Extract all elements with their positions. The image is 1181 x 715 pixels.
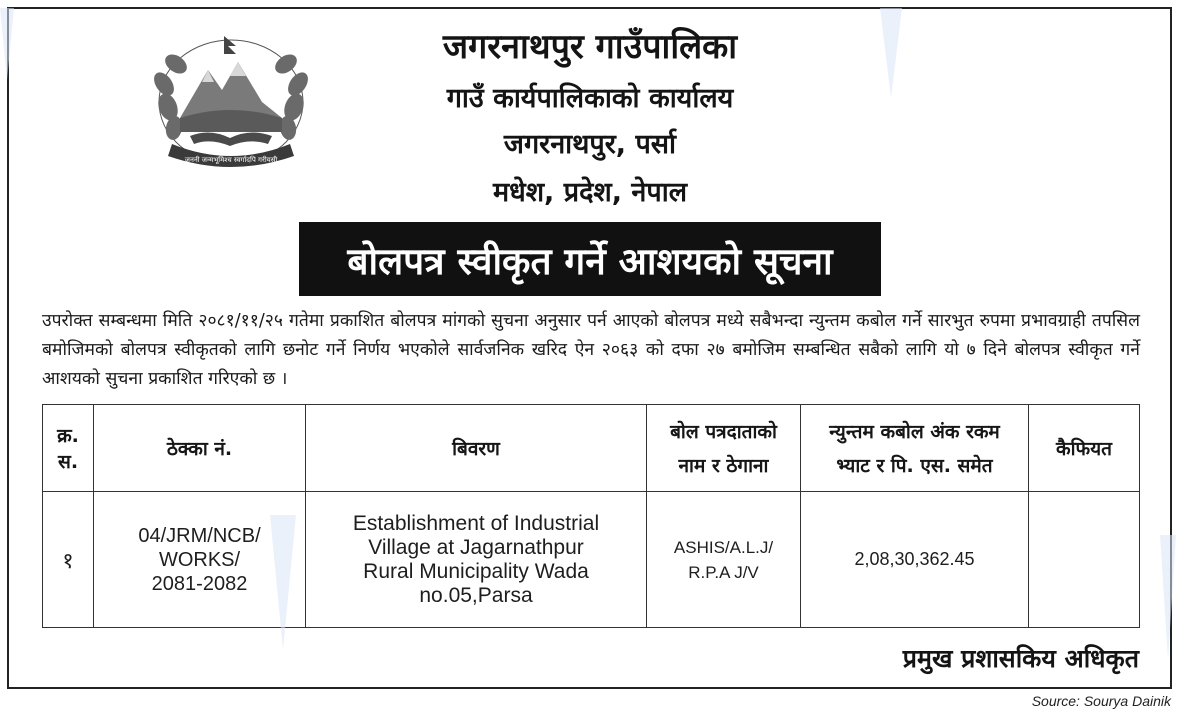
tender-table xyxy=(42,404,1140,628)
cell-description: Establishment of Industrial Village at Jagarnathpur Rural Municipality Wada no.05,Parsa xyxy=(306,492,647,628)
cell-bidder: ASHIS/A.L.J/ R.P.A J/V xyxy=(647,492,801,628)
cell-remarks xyxy=(1029,492,1140,628)
cell-sno: १ xyxy=(43,492,94,628)
col-header-amount: न्युन्तम कबोल अंक रकम भ्याट र पि. एस. समेत xyxy=(801,405,1029,492)
cell-amount: 2,08,30,362.45 xyxy=(801,492,1029,628)
office-location: जगरनाथपुर, पर्सा xyxy=(503,129,677,160)
nepal-government-emblem-icon xyxy=(150,32,312,178)
col-header-bidder: बोल पत्रदाताको नाम र ठेगाना xyxy=(647,405,801,492)
cell-contract-no: 04/JRM/NCB/ WORKS/ 2081-2082 xyxy=(94,492,306,628)
emblem-motto: जननी जन्मभूमिश्च स्वर्गादपि गरीयसी xyxy=(184,156,278,164)
office-name: गाउँ कार्यपालिकाको कार्यालय xyxy=(446,83,734,114)
notice-title: बोलपत्र स्वीकृत गर्ने आशयको सूचना xyxy=(299,222,881,296)
signature-title: प्रमुख प्रशासकिय अधिकृत xyxy=(902,644,1139,673)
province-country: मधेश, प्रदेश, नेपाल xyxy=(492,177,688,208)
col-header-remarks: कैफियत xyxy=(1029,405,1140,492)
col-header-contract-no: ठेक्का नं. xyxy=(94,405,306,492)
municipality-name: जगरनाथपुर गाउँपालिका xyxy=(442,27,738,67)
notice-body: उपरोक्त सम्बन्धमा मिति २०८१/११/२५ गतेमा प्रकाशित बोलपत्र मांगको सुचना अनुसार पर्न आएको बोलपत्र मध्ये सबैभन्दा न्युन्तम कबोल गर्ने सारभुत रुपमा प्रभावग्राही तपसिल बमोजिमको बोलपत्र स्वीकृतको लागि छनोट गर्ने निर्णय भएकोले सार्वजनिक खरिद ऐन २०६३ को दफा २७ बमोजिम सम्बन्धित सबैको लागि यो ७ दिने बोलपत्र स्वीकृत गर्ने आशयको सुचना प्रकाशित गरिएको छ । xyxy=(42,311,1140,389)
source-credit: Source: Sourya Dainik xyxy=(1031,693,1171,709)
col-header-description: बिवरण xyxy=(306,405,647,492)
table-header-row xyxy=(43,405,1140,492)
col-header-sno: क्र. स. xyxy=(43,405,94,492)
table-row xyxy=(43,492,1140,628)
